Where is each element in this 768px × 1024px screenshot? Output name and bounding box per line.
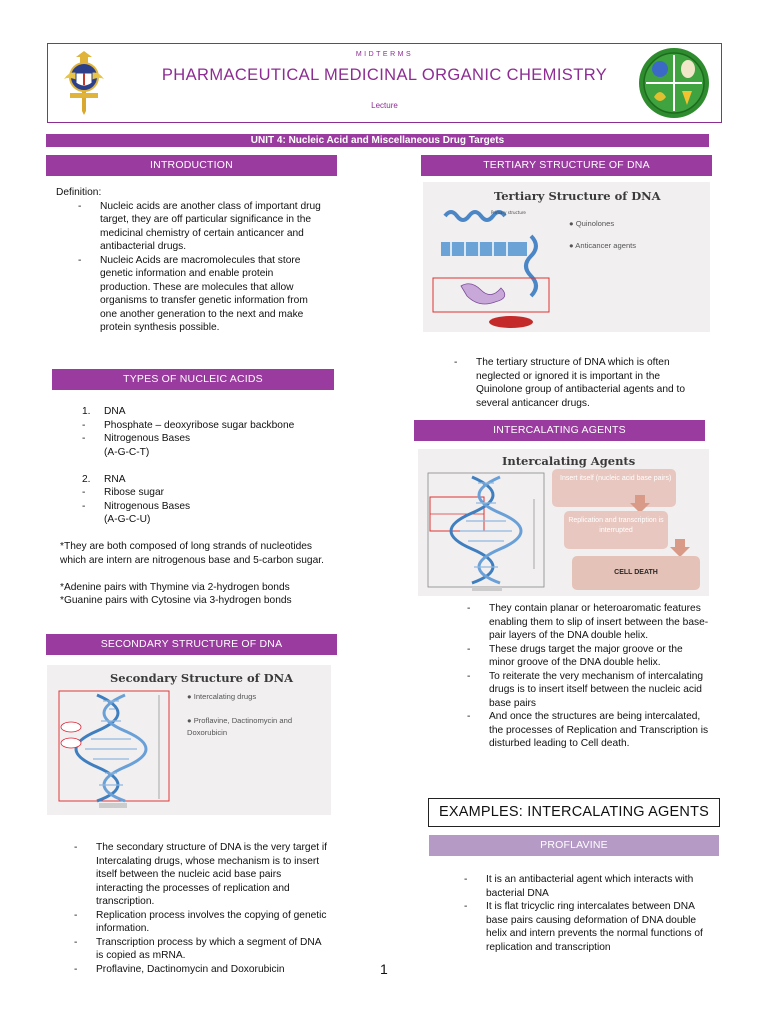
proflavine-heading: PROFLAVINE [429,835,719,856]
nucleotide-note: *They are both composed of long strands of nucleotides which are intern are nitrogenous base and 5-carbon sugar. [60,541,324,566]
list-item: - It is an antibacterial agent which interacts with bacterial DNA [462,873,710,900]
rna-bases: (A-G-C-U) [104,514,151,525]
list-item: - Ribose sugar [80,486,335,500]
figure-bullet: ● Intercalating drugs [187,692,257,701]
flow-step-cell-death: CELL DEATH [572,556,700,590]
types-body [60,405,335,608]
secondary-structure-figure [47,665,331,815]
dna-tertiary-diagram [431,206,565,328]
types-heading: TYPES OF NUCLEIC ACIDS [52,369,334,390]
introduction-heading: INTRODUCTION [46,155,337,176]
figure-bullet: ● Anticancer agents [569,241,637,250]
list-item: - It is flat tricyclic ring intercalates between DNA base pairs causing deformation of DNA double helix and intern prevents the normal functions of replication and transcription [462,900,710,954]
page-number: 1 [380,961,388,977]
secondary-body [52,841,327,976]
definition-label: Definition: [56,187,102,198]
list-item: - The tertiary structure of DNA which is often neglected or ignored it is important in the Quinolone group of antibacterial agents and to several anticancer drugs. [452,356,707,410]
down-arrow-icon [670,539,690,557]
tertiary-body [432,356,707,410]
figure-bullet: ● Quinolones [569,219,615,228]
midterms-label: MIDTERMS [355,51,414,58]
list-number: 2. [82,473,91,485]
list-item: - Transcription process by which a segment of DNA is copied as mRNA. [72,936,327,963]
list-item: - Proflavine, Dactinomycin and Doxorubicin [72,963,327,977]
list-item: - The secondary structure of DNA is the very target if Intercalating drugs, whose mechanism is to insert itself between the nucleic acid base pairs interacting the processes of replication and transcription. [72,841,327,909]
introduction-body [56,186,322,335]
figure-title: Secondary Structure of DNA [110,671,294,685]
svg-text:Primary structure: Primary structure [491,210,526,215]
figure-title: Tertiary Structure of DNA [494,189,661,203]
course-title: PHARMACEUTICAL MEDICINAL ORGANIC CHEMISTRY [161,66,608,84]
list-item: - Nucleic acids are another class of important drug target, they are off particular significance in the medicinal chemistry of certain anticancer and antibacterial drugs. [76,200,322,254]
intercalating-agents-figure [418,449,709,596]
secondary-heading: SECONDARY STRUCTURE OF DNA [46,634,337,655]
list-item: - Replication process involves the copying of genetic information. [72,909,327,936]
unit-title-bar: UNIT 4: Nucleic Acid and Miscellaneous Drug Targets [46,134,709,147]
list-item: - To reiterate the very mechanism of intercalating drugs is to insert itself between the nucleic acid base pairs [465,670,709,711]
lecture-label: Lecture [371,101,398,110]
list-item [80,405,335,419]
list-item: - Phosphate – deoxyribose sugar backbone [80,419,335,433]
college-seal-logo [638,47,710,119]
list-item: - Nucleic Acids are macromolecules that store genetic information and enable protein production. These are molecules that allow organisms to transfer genetic information from one another generation to the next and make protein synthesis possible. [76,254,322,335]
page-header [47,43,722,123]
list-item: - Nitrogenous Bases [80,432,335,446]
dna-bases: (A-G-C-T) [104,446,150,458]
list-item: - They contain planar or heteroaromatic features enabling them to slip of insert between the base-pair layers of the DNA double helix. [465,602,709,643]
list-item: - Nitrogenous Bases [80,500,335,514]
list-item: - These drugs target the major groove or the minor groove of the DNA double helix. [465,643,709,670]
proflavine-body [442,873,710,954]
base-pair-note: *Adenine pairs with Thymine via 2-hydrogen bonds [60,581,290,593]
list-item: - And once the structures are being intercalated, the processes of Replication and Transcription is disturbed leading to Cell death. [465,710,709,751]
base-pair-note: *Guanine pairs with Cytosine via 3-hydrogen bonds [60,595,292,606]
rna-label: RNA [104,473,126,485]
figure-bullet: ● Proflavine, Dactinomycin and Doxorubicin [187,716,293,737]
list-item [80,473,335,487]
dna-label: DNA [104,406,126,417]
tertiary-structure-figure [423,182,710,332]
flow-step-insert: Insert itself (nucleic acid base pairs) [552,469,676,507]
list-number: 1. [82,406,91,417]
figure-title: Intercalating Agents [502,454,636,468]
intercalating-heading: INTERCALATING AGENTS [414,420,705,441]
flow-step-interrupt: Replication and transcription is interrupted [564,511,668,549]
intercalation-helix-diagram [424,469,550,593]
tertiary-heading: TERTIARY STRUCTURE OF DNA [421,155,712,176]
intercalating-body [445,602,709,751]
dna-helix-diagram [55,687,183,811]
examples-heading: EXAMPLES: INTERCALATING AGENTS [428,798,720,827]
